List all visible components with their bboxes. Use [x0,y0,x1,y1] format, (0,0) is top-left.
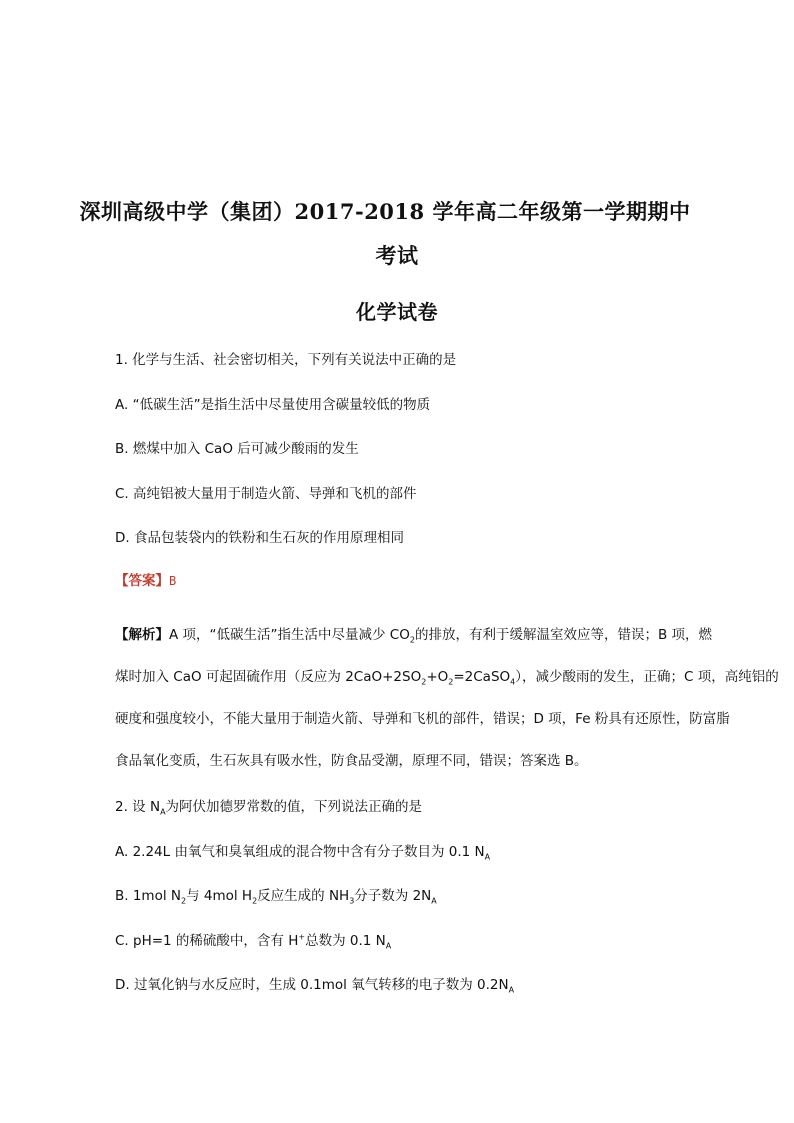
q2-option-b: B. 1mol $N_2$与 4mol $H_2$反应生成的 $NH_3$分子数为 $2N_A$ [115,888,437,906]
q2-option-d: D. 过氧化钠与水反应时，生成 0.1mol 氧气转移的电子数为 $0.2N_A$ [115,977,515,995]
q2-option-c: C. pH=1 的稀硫酸中，含有 H+总数为 0.1 $N_A$ [115,932,392,951]
explain-line-4: 食品氧化变质，生石灰具有吸水性，防食品受潮，原理不同，错误；答案选 B。 [115,753,588,769]
q1-stem: 1. 化学与生活、社会密切相关，下列有关说法中正确的是 [115,352,457,368]
q1-option-c: C. 高纯铝被大量用于制造火箭、导弹和飞机的部件 [115,486,417,502]
q1-option-b: B. 燃煤中加入 CaO 后可减少酸雨的发生 [115,441,359,457]
q1-explanation [115,614,779,782]
q2-stem: 2. 设 $N_A$为阿伏加德罗常数的值，下列说法正确的是 [115,799,423,817]
explain-line-3: 硬度和强度较小，不能大量用于制造火箭、导弹和飞机的部件，错误；D 项，Fe 粉具有还原性，防富脂 [115,711,730,727]
q1-answer [115,569,176,589]
explain-line-1: 【解析】A 项，“低碳生活”指生活中尽量减少 $CO_2$的排放，有利于缓解温室效应等，错误；B 项，燃 [115,627,713,645]
q1-option-a: A. “低碳生活”是指生活中尽量使用含碳量较低的物质 [115,397,431,413]
exam-title-line2: 考试 [375,243,419,268]
exam-subject-title: 化学试卷 [356,300,438,324]
explain-line-2: 煤时加入 CaO 可起固硫作用（反应为 $2CaO+2SO_2+O_2=2CaSO_4$），减少酸雨的发生，正确；C 项，高纯铝的 [115,669,779,687]
q2-option-a: A. 2.24L 由氧气和臭氧组成的混合物中含有分子数目为 0.1 $N_A$ [115,844,491,862]
answer-tag: 【答案】 [115,573,169,589]
answer-value: B [169,574,177,588]
explain-tag: 【解析】 [115,627,169,643]
exam-title-line1: 深圳高级中学（集团）2017-2018 学年高二年级第一学期期中 [79,199,691,224]
q1-option-d: D. 食品包装袋内的铁粉和生石灰的作用原理相同 [115,530,404,546]
